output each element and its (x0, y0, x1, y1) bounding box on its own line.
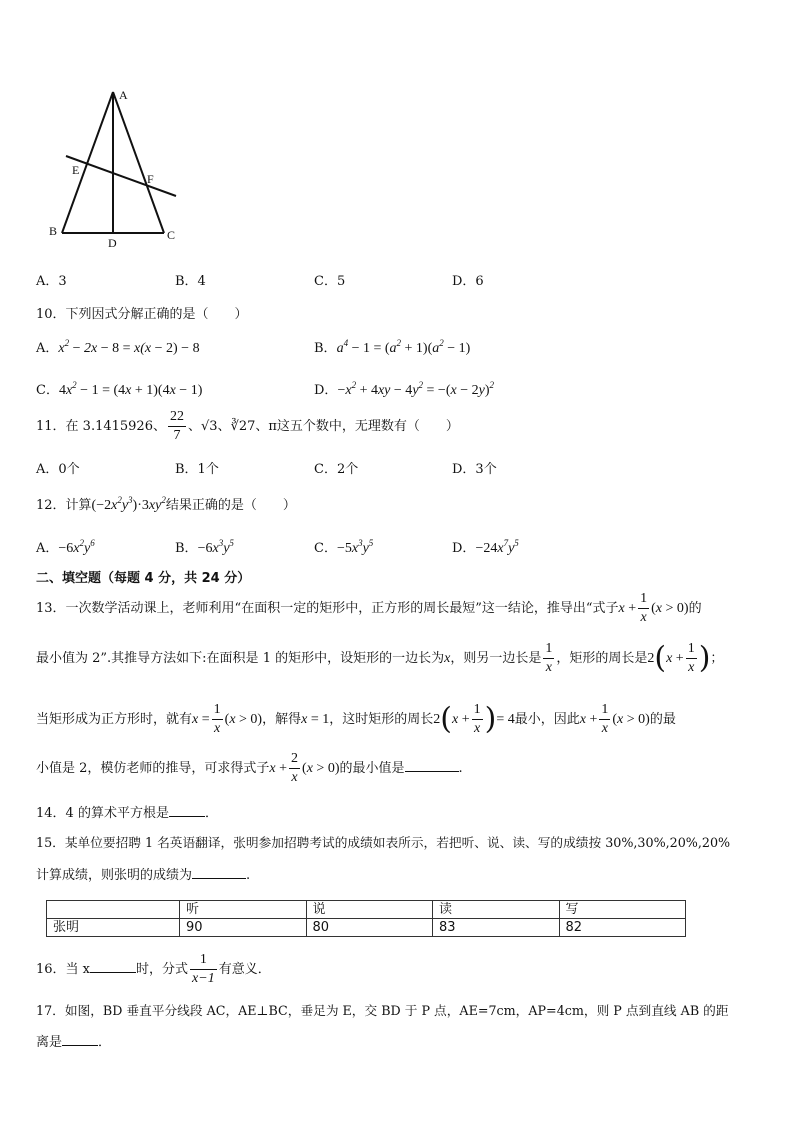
q12-prefix: 12．计算 (36, 498, 92, 513)
table-cell: 90 (180, 919, 307, 937)
q13-text: 小值是 2，模仿老师的推导，可求得式子 (36, 761, 270, 776)
option-prefix: C． (36, 383, 59, 398)
q17-line-2 (36, 1031, 111, 1050)
q11-stem (36, 410, 459, 443)
option-prefix: C． (314, 541, 337, 556)
q13-line-1: 13．一次数学活动课上，老师利用“在面积一定的矩形中，正方形的周长最短”这一结论，推导出“式子x + $\frac{1}{x}$ (x > 0)的 (36, 591, 702, 625)
q13-text: 最小值为 2”.其推导方法如下:在面积是 1 的矩形中，设矩形的一边长为 (36, 651, 445, 666)
q13-text: ，则另一边长是 (450, 651, 542, 666)
label-c: C (167, 228, 176, 242)
q14-text: 14．4 的算术平方根是 (36, 806, 169, 821)
fraction-2-x: $\frac{2}{x}$ (291, 751, 299, 785)
fraction-1-x: $\frac{1}{x}$ (545, 641, 553, 675)
q13-text: 最小，因此 (514, 712, 580, 727)
q13-text: ，矩形的周长是 (556, 651, 648, 666)
triangle-figure (40, 80, 200, 255)
q13-text: 的最小值是 (339, 761, 405, 776)
q15-line-1: 15．某单位要招聘 1 名英语翻译，张明参加招聘考试的成绩如表所示，若把听、说、读、写的成绩按 30%,30%,20%,20% (36, 835, 731, 850)
table-header-cell: 写 (559, 901, 686, 919)
q16-text: 16．当 x (36, 962, 91, 977)
answer-blank[interactable] (405, 759, 459, 772)
option-prefix: B． (314, 341, 337, 356)
table-cell: 80 (306, 919, 433, 937)
q13-text: ，解得 (262, 712, 302, 727)
q12-option-b[interactable]: B．$-6x^3y^5$ (175, 538, 234, 556)
q12-suffix: 结果正确的是（ ） (165, 498, 296, 513)
label-e: E (72, 163, 80, 177)
q15-text: . (246, 868, 251, 883)
q16-stem (36, 953, 271, 986)
fraction-numerator: 22 (168, 410, 186, 427)
label-f: F (147, 172, 154, 186)
table-header-cell (47, 901, 180, 919)
answer-blank[interactable] (62, 1033, 98, 1046)
q9-option-c[interactable]: C．5 (314, 274, 346, 289)
q15-line-2 (36, 864, 250, 883)
answer-blank[interactable] (90, 960, 136, 973)
q11-option-b[interactable]: B．1个 (175, 462, 219, 477)
q13-line-3: 当矩形成为正方形时，就有x = $\frac{1}{x}$ (x > 0)，解得x = 1，这时矩形的周长2(x + $\frac{1}{x}$ )= 4最小，因此x + $\frac{1}{x}$ (x > 0)的最 (36, 701, 676, 737)
table-cell: 83 (433, 919, 560, 937)
q13-text: . (458, 761, 463, 776)
table-header-cell: 说 (306, 901, 433, 919)
q15-text: 计算成绩，则张明的成绩为 (36, 868, 193, 883)
q10-option-d[interactable]: D．$-x^2 + 4xy - 4y^2 = -(x - 2y)^2$ (314, 380, 494, 398)
q11-prefix: 11．在 3.1415926、 (36, 419, 166, 434)
section-title: 二、填空题（每题 4 分，共 24 分） (36, 571, 251, 586)
q9-option-b[interactable]: B．4 (175, 274, 206, 289)
label-b: B (49, 224, 58, 238)
fraction-1-x-minus-1 (190, 953, 217, 986)
q16-text: 时，分式 (136, 962, 189, 977)
label-d: D (108, 236, 117, 250)
fraction-denominator: x−1 (192, 971, 215, 986)
table-cell: 张明 (47, 919, 180, 937)
q12-stem: 12．计算$(-2x^2y^3)\cdot 3xy^2$结果正确的是（ ） (36, 495, 296, 513)
table-row (47, 919, 686, 937)
q13-text: 的最 (649, 712, 676, 727)
table-header-cell: 读 (433, 901, 560, 919)
q10-option-a[interactable]: A．$x^2 - 2x - 8 = x(x - 2) - 8$ (36, 338, 200, 356)
option-prefix: B． (175, 541, 198, 556)
segment-ac (113, 92, 164, 233)
q13-text: ，这时矩形的周长 (329, 712, 434, 727)
option-prefix: A． (36, 341, 59, 356)
score-table (46, 900, 686, 937)
q10-stem: 10．下列因式分解正确的是（ ） (36, 307, 248, 322)
q11-option-c[interactable]: C．2个 (314, 462, 359, 477)
option-prefix: D． (314, 383, 338, 398)
q13-text: 当矩形成为正方形时，就有 (36, 712, 193, 727)
option-prefix: A． (36, 541, 59, 556)
segment-ab (62, 92, 113, 233)
fraction-1-x: $\frac{1}{x}$ (640, 591, 648, 625)
q13-line-2: 最小值为 2”.其推导方法如下:在面积是 1 的矩形中，设矩形的一边长为x，则另一边长是 $\frac{1}{x}$ ，矩形的周长是2(x + $\frac{1}{x}$ )； (36, 640, 724, 676)
q10-option-c[interactable]: C．$4x^2 - 1 = (4x + 1)(4x - 1)$ (36, 380, 203, 398)
q12-option-d[interactable]: D．$-24x^7y^5$ (452, 538, 519, 556)
table-header-cell: 听 (180, 901, 307, 919)
q14-stem (36, 802, 218, 821)
option-prefix: D． (452, 541, 476, 556)
fraction-22-7 (168, 410, 186, 443)
table-cell: 82 (559, 919, 686, 937)
q13-text: 的 (688, 601, 702, 616)
label-a: A (119, 88, 128, 102)
q10-option-b[interactable]: B．$a^4 - 1 = (a^2 + 1)(a^2 - 1)$ (314, 338, 471, 356)
q9-option-d[interactable]: D．6 (452, 274, 484, 289)
q12-option-c[interactable]: C．$-5x^3y^5$ (314, 538, 374, 556)
q13-line-4: 小值是 2，模仿老师的推导，可求得式子x + $\frac{2}{x}$ (x > 0)的最小值是 . (36, 751, 463, 785)
q9-option-a[interactable]: A．3 (36, 274, 67, 289)
q13-text: 13．一次数学活动课上，老师利用“在面积一定的矩形中，正方形的周长最短”这一结论，推导出“式子 (36, 601, 619, 616)
q17-text: 离是 (36, 1035, 63, 1050)
q11-option-a[interactable]: A．0个 (36, 462, 80, 477)
table-header-row (47, 901, 686, 919)
q11-mid: 、√3、∛27、π这五个数中，无理数有（ ） (187, 419, 459, 434)
q11-option-d[interactable]: D．3个 (452, 462, 497, 477)
fraction-numerator: 1 (190, 953, 217, 970)
q17-text: ． (98, 1035, 112, 1050)
q17-line-1: 17．如图，BD 垂直平分线段 AC，AE⊥BC，垂足为 E，交 BD 于 P 点，AE=7cm，AP=4cm，则 P 点到直线 AB 的距 (36, 1003, 729, 1018)
answer-blank[interactable] (169, 804, 205, 817)
answer-blank[interactable] (192, 866, 246, 879)
q14-text: ． (204, 806, 218, 821)
q12-option-a[interactable]: A．$-6x^2y^6$ (36, 538, 95, 556)
q16-text: 有意义． (218, 962, 271, 977)
fraction-denominator: 7 (173, 428, 181, 443)
